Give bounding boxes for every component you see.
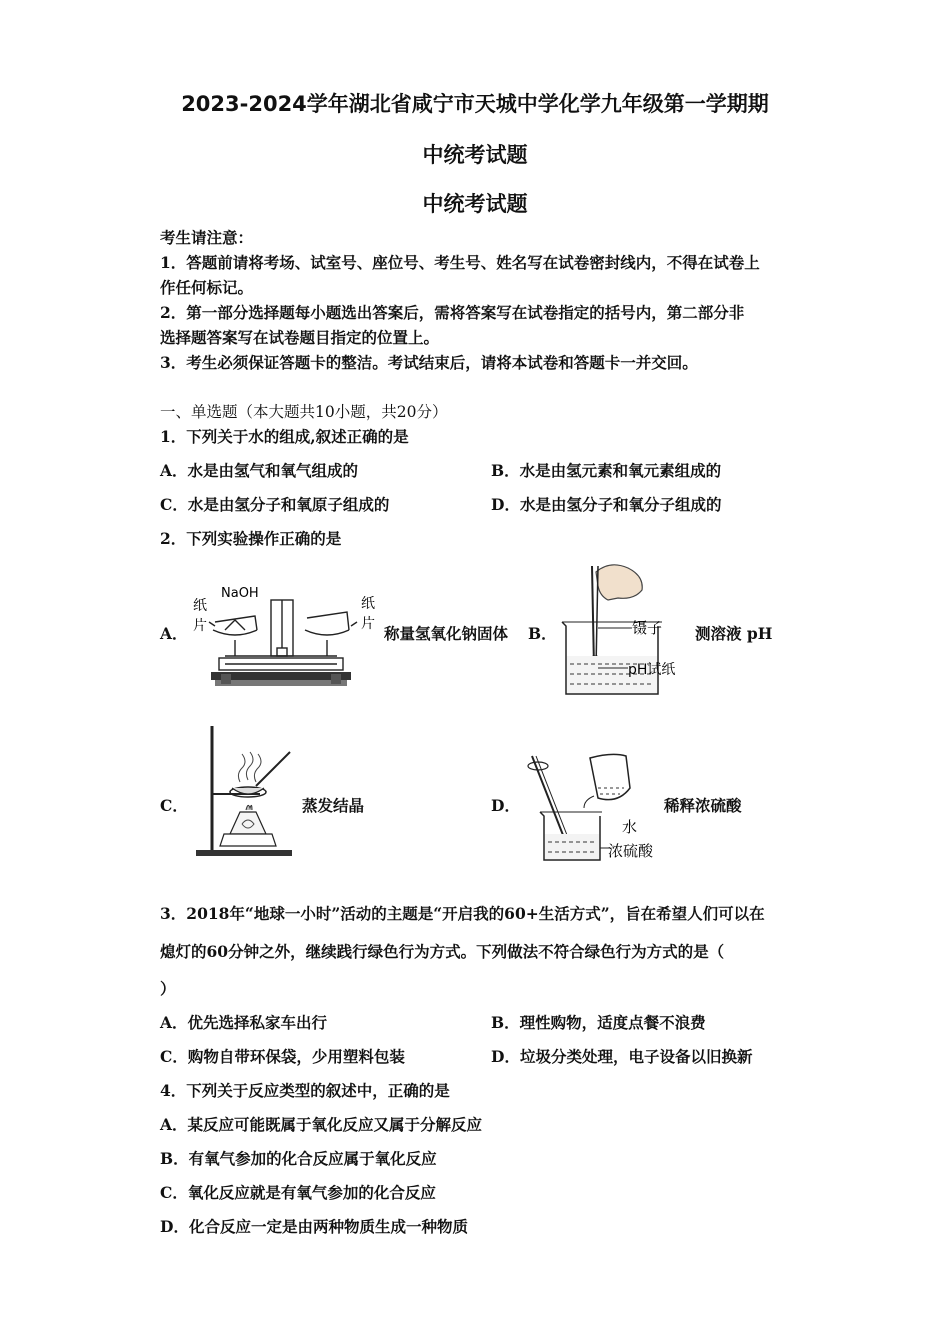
q1-option-d: D．水是由氢分子和氧分子组成的 <box>491 495 722 514</box>
notice-item-2b: 选择题答案写在试卷题目指定的位置上。 <box>160 328 440 347</box>
paper-right-label-2: 片 <box>361 616 375 632</box>
q2-option-b-caption: 测溶液 pH <box>695 624 773 643</box>
paper-left-label-2: 片 <box>193 618 207 634</box>
q1-stem: 1．下列关于水的组成,叙述正确的是 <box>160 427 409 446</box>
stand-base <box>196 850 292 856</box>
pouring-beaker <box>590 754 630 799</box>
q3-stem-line3: ） <box>160 979 176 998</box>
dilution-figure <box>520 748 670 866</box>
exam-title-line1: 2023-2024学年湖北省咸宁市天城中学化学九年级第一学期期 <box>181 92 769 116</box>
section-heading: 一、单选题（本大题共10小题，共20分） <box>160 403 448 421</box>
q4-option-c: C．氧化反应就是有氧气参加的化合反应 <box>160 1183 436 1202</box>
ph-test-figure <box>548 560 698 702</box>
q3-option-b: B．理性购物，适度点餐不浪费 <box>491 1013 706 1032</box>
exam-title-line3: 中统考试题 <box>422 192 528 216</box>
paper-left-label-1: 纸 <box>193 598 207 614</box>
q3-stem-line1: 3．2018年“地球一小时”活动的主题是“开启我的60+生活方式”，旨在希望人们可以在 <box>160 904 765 923</box>
notice-item-1b: 作任何标记。 <box>160 278 254 297</box>
ph-paper-label: pH试纸 <box>628 662 676 678</box>
evaporation-figure <box>190 722 300 862</box>
q2-option-c-letter: C． <box>160 796 188 815</box>
q3-option-d: D．垃圾分类处理，电子设备以旧换新 <box>491 1047 753 1066</box>
q2-option-d-caption: 稀释浓硫酸 <box>664 796 742 815</box>
q1-option-c: C．水是由氢分子和氧原子组成的 <box>160 495 390 514</box>
tweezers-label: 镊子 <box>632 619 663 637</box>
q1-option-a: A．水是由氢气和氧气组成的 <box>160 461 359 480</box>
alcohol-lamp <box>230 812 266 834</box>
notice-item-1a: 1．答题前请将考场、试室号、座位号、考生号、姓名写在试卷密封线内，不得在试卷上 <box>160 253 760 272</box>
q4-option-b: B．有氧气参加的化合反应属于氧化反应 <box>160 1149 437 1168</box>
q2-option-b-letter: B． <box>528 624 557 643</box>
notice-item-2a: 2．第一部分选择题每小题选出答案后，需将答案写在试卷指定的括号内，第二部分非 <box>160 303 745 322</box>
exam-title-line2: 中统考试题 <box>422 143 528 167</box>
notice-item-3: 3．考生必须保证答题卡的整洁。考试结束后，请将本试卷和答题卡一并交回。 <box>160 353 698 372</box>
q1-option-b: B．水是由氢元素和氧元素组成的 <box>491 461 722 480</box>
balance-base <box>211 672 351 680</box>
q2-option-a-letter: A． <box>160 624 188 643</box>
naoh-label: NaOH <box>221 586 259 601</box>
q4-stem: 4．下列关于反应类型的叙述中，正确的是 <box>160 1081 450 1100</box>
hand-shape <box>596 565 642 600</box>
q3-stem-line2: 熄灯的60分钟之外，继续践行绿色行为方式。下列做法不符合绿色行为方式的是（ <box>160 942 725 961</box>
balance-scale-figure <box>185 578 385 696</box>
acid-label: 浓硫酸 <box>608 842 654 860</box>
q2-option-c-caption: 蒸发结晶 <box>302 796 365 815</box>
paper-right-label-1: 纸 <box>361 596 375 612</box>
q3-option-a: A．优先选择私家车出行 <box>160 1013 328 1032</box>
q3-option-c: C．购物自带环保袋，少用塑料包装 <box>160 1047 405 1066</box>
q2-option-a-caption: 称量氢氧化钠固体 <box>384 624 509 643</box>
water-label: 水 <box>622 818 638 836</box>
q4-option-d: D．化合反应一定是由两种物质生成一种物质 <box>160 1217 468 1236</box>
notice-heading: 考生请注意： <box>160 228 254 247</box>
q2-option-d-letter: D． <box>491 796 520 815</box>
q2-stem: 2．下列实验操作正确的是 <box>160 529 342 548</box>
q4-option-a: A．某反应可能既属于氧化反应又属于分解反应 <box>160 1115 483 1134</box>
